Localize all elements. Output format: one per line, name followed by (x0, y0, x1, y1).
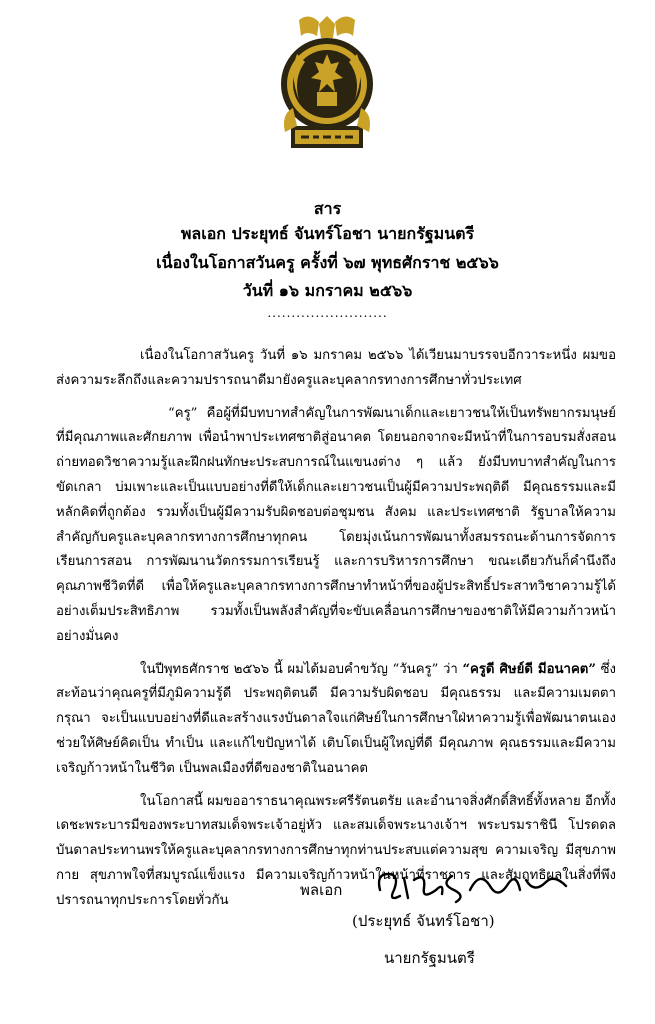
teachers-day-motto: “ครูดี ศิษย์ดี มีอนาคต” (462, 661, 596, 677)
occasion-line: เนื่องในโอกาสวันครู ครั้งที่ ๖๗ พุทธศักราช ๒๕๖๖ (156, 253, 499, 272)
date-line: วันที่ ๑๖ มกราคม ๒๕๖๖ (242, 281, 413, 300)
paragraph-3 (56, 658, 616, 782)
signatory-name: (ประยุทธ์ จันทร์โอชา) (352, 912, 495, 930)
separator-dots: ......................... (267, 306, 388, 320)
author-name-line: พลเอก ประยุทธ์ จันทร์โอชา นายกรัฐมนตรี (180, 224, 475, 243)
document-title: สาร (313, 199, 342, 218)
government-emblem-icon (277, 14, 377, 166)
handwritten-signature-icon (370, 860, 580, 910)
paragraph-3-intro: ในปีพุทธศักราช ๒๕๖๖ นี้ ผมได้มอบคำขวัญ “วันครู” ว่า (140, 661, 463, 677)
signature-rank: พลเอก (300, 881, 343, 899)
paragraph-4: ในโอกาสนี้ ผมขออาราธนาคุณพระศรีรัตนตรัย และอำนาจสิ่งศักดิ์สิทธิ์ทั้งหลาย อีกทั้งเดชะพระบารมีของพระบาทสมเด็จพระเจ้าอยู่หัว และสมเด็จพระนางเจ้าฯ พระบรมราชินี โปรดดลบันดาลประทานพรให้ครูและบุคลากรทางการศึกษาทุกท่านประสบแต่ความสุข ความเจริญ มีสุขภาพกาย สุขภาพใจที่สมบูรณ์แข็งแรง มีความเจริญก้าวหน้าในหน้าที่ราชการ และสัมฤทธิผลในสิ่งที่พึงปรารถนาทุกประการโดยทั่วกัน (56, 793, 616, 908)
paragraph-2: “ครู” คือผู้ที่มีบทบาทสำคัญในการพัฒนาเด็กและเยาวชนให้เป็นทรัพยากรมนุษย์ที่มีคุณภาพและศักยภาพ เพื่อนำพาประเทศชาติสู่อนาคต โดยนอกจากจะมีหน้าที่ในการอบรมสั่งสอน ถ่ายทอดวิชาความรู้และฝึกฝนทักษะประสบการณ์ในแขนงต่าง ๆ แล้ว ยังมีบทบาทสำคัญในการขัดเกลา บ่มเพาะและเป็นแบบอย่างที่ดีให้เด็กและเยาวชนเป็นผู้มีความประพฤติดี มีคุณธรรมและมีหลักคิดที่ถูกต้อง รวมทั้งเป็นผู้มีความรับผิดชอบต่อชุมชน สังคม และประเทศชาติ รัฐบาลให้ความสำคัญกับครูและบุคลากรทางการศึกษาทุกคน โดยมุ่งเน้นการพัฒนาทั้งสมรรถนะด้านการจัดการเรียนการสอน การพัฒนานวัตกรรมการเรียนรู้ และการบริหารการศึกษา ขณะเดียวกันก็คำนึงถึงคุณภาพชีวิตที่ดี เพื่อให้ครูและบุคลากรทางการศึกษาทำหน้าที่ของผู้ประสิทธิ์ประสาทวิชาความรู้ได้อย่างเต็มประสิทธิภาพ รวมทั้งเป็นพลังสำคัญที่จะขับเคลื่อนการศึกษาของชาติให้มีความก้าวหน้าอย่างมั่นคง (56, 405, 616, 644)
paragraph-3-rest: ซึ่งสะท้อนว่าคุณครูที่มีภูมิความรู้ดี ประพฤติตนดี มีความรับผิดชอบ มีคุณธรรม และมีความเมตตากรุณา จะเป็นแบบอย่างที่ดีและสร้างแรงบันดาลใจแก่ศิษย์ในการศึกษาใฝ่หาความรู้เพื่อพัฒนาตนเอง ช่วยให้ศิษย์คิดเป็น ทำเป็น และแก้ไขปัญหาได้ เติบโตเป็นผู้ใหญ่ที่ดี มีคุณภาพ คุณธรรมและมีความเจริญก้าวหน้าในชีวิต เป็นพลเมืองที่ดีของชาติในอนาคต (56, 661, 616, 776)
paragraph-1: เนื่องในโอกาสวันครู วันที่ ๑๖ มกราคม ๒๕๖๖ ได้เวียนมาบรรจบอีกวาระหนึ่ง ผมขอส่งความระลึกถึงและความปรารถนาดีมายังครูและบุคลากรทางการศึกษาทั่วประเทศ (56, 348, 616, 388)
signatory-position: นายกรัฐมนตรี (384, 949, 475, 967)
message-body (56, 344, 616, 914)
